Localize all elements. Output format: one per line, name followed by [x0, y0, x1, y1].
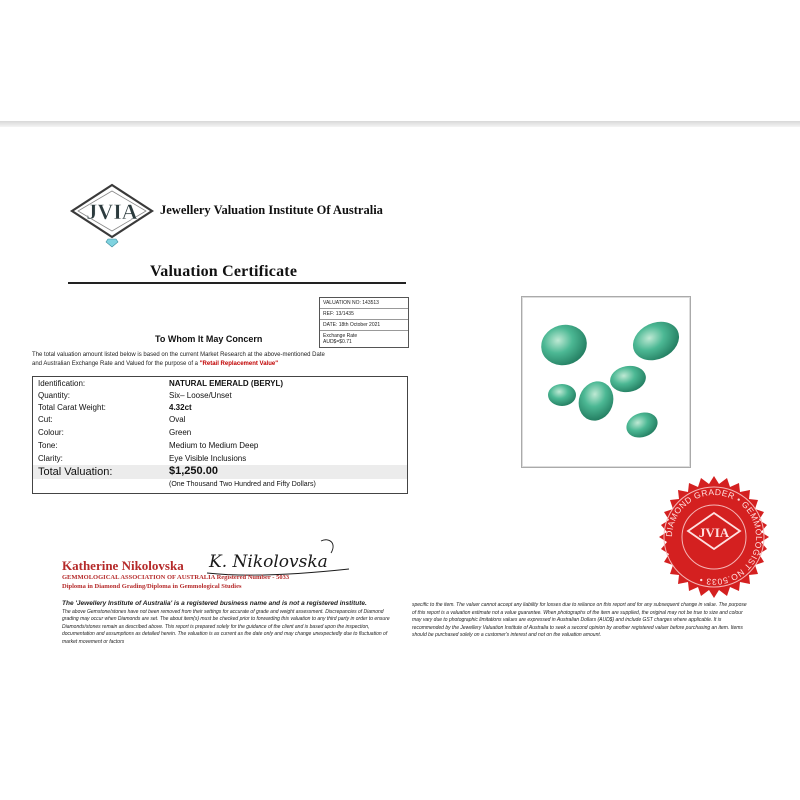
- signatory-name: Katherine Nikolovska: [62, 558, 184, 573]
- detail-label: Cut:: [38, 415, 53, 424]
- signatory-association: GEMMOLOGICAL ASSOCIATION OF AUSTRALIA Registered Number - 5033: [62, 574, 290, 581]
- institute-name: Jewellery Valuation Institute Of Australia: [160, 203, 383, 217]
- gemmologist-seal: [652, 475, 776, 599]
- detail-label: Clarity:: [38, 454, 63, 463]
- detail-label: Colour:: [38, 428, 64, 437]
- disclaimer-lead: The 'Jewellery Institute of Australia' is a registered business name and is not a registered institute.: [62, 600, 367, 607]
- detail-row: [33, 414, 407, 426]
- disclaimer-left-text: The above Gemstone/stones have not been removed from their settings for accurate of grade and weight assessment. Discrepancies of Diamond grading may occur when Diamonds are set. The about item(s) must be checked prior to forwarding this valuation to any third party in order to ensure Diamonds/stones remain as described above. This report is prepared solely for the guidance of the client and is based upon the inspection, documentation and assumptions as detailed herein. The valuation is as current as the date only and may change unexpectedly due to fluctuation of market movement or factors: [62, 608, 390, 645]
- seal-ring-text: DIAMOND GRADER • GEMMOLOGIST NO.5033 •: [663, 486, 765, 588]
- signatory-diploma: Diploma in Diamond Grading/Diploma in Gemmological Studies: [62, 583, 242, 590]
- greeting: To Whom It May Concern: [155, 334, 263, 344]
- detail-row: [33, 378, 407, 390]
- top-edge-shadow: [0, 121, 800, 127]
- emerald-stones-image: [522, 297, 690, 467]
- detail-row: [33, 440, 407, 452]
- intro-line-1: The total valuation amount listed below is based on the current Market Research at the above-mentioned Date: [32, 352, 325, 358]
- disclaimer-right: specific to the item. The valuer cannot accept any liability for losses due to reliance on this report and for any subsequent change in value. The purpose of this report is a valuation estimate not a value guarantee. When photographs of the item are supplied, the original may not be true to size and colour may vary due to photographic limitations values are expressed in Australian Dollars (AUD$) and include GST charges where applicable. It is recommended by the Jewellery Valuation Institute of Australia to seek a second opinion by another registered valuer before purchasing an item. Items should be purchased solely on a customer's interest and not on the valuation amount.: [412, 602, 747, 639]
- detail-label: Total Carat Weight:: [38, 403, 106, 412]
- exchange-rate: [320, 331, 408, 347]
- detail-row: [33, 427, 407, 439]
- reference-number: REF: 13/1435: [320, 309, 408, 320]
- total-valuation-amount: $1,250.00: [169, 465, 218, 477]
- detail-value: 4.32ct: [169, 403, 192, 412]
- certificate-title: Valuation Certificate: [150, 263, 298, 280]
- detail-row: [33, 402, 407, 414]
- valuation-number: VALUATION NO: 143513: [320, 298, 408, 309]
- total-valuation-label: Total Valuation:: [38, 466, 113, 478]
- title-underline: [68, 282, 406, 284]
- detail-label: Tone:: [38, 441, 58, 450]
- valuation-date: DATE: 18th October 2021: [320, 320, 408, 331]
- detail-value: Eye Visible Inclusions: [169, 454, 247, 463]
- seal-center-text: JVIA: [698, 525, 730, 540]
- detail-label: Quantity:: [38, 391, 71, 400]
- disclaimer-left: [62, 600, 400, 647]
- intro-line-2: and Australian Exchange Rate and Valued for the purpose of a: [32, 361, 199, 367]
- jvia-logo: [68, 181, 156, 249]
- intro-paragraph: [32, 351, 412, 369]
- detail-value: Green: [169, 428, 192, 437]
- detail-label: Identification:: [38, 379, 86, 388]
- total-valuation-words: (One Thousand Two Hundred and Fifty Dollars): [169, 481, 316, 488]
- detail-row: [33, 390, 407, 402]
- signature-text: K. Nikolovska: [209, 552, 328, 572]
- detail-value: Medium to Medium Deep: [169, 441, 259, 450]
- exchange-rate-label: Exchange Rate: [323, 333, 358, 339]
- detail-value: NATURAL EMERALD (BERYL): [169, 379, 284, 388]
- logo-text: JVIA: [86, 199, 138, 224]
- detail-value: Six– Loose/Unset: [169, 391, 232, 400]
- retail-replacement-value: "Retail Replacement Value": [199, 361, 279, 367]
- gemstone-photo: [521, 296, 691, 468]
- detail-row: [33, 453, 407, 465]
- detail-value: Oval: [169, 415, 186, 424]
- exchange-rate-value: AUD$=$0.71: [323, 339, 352, 345]
- valuation-table: [32, 376, 408, 494]
- reference-box: [319, 297, 409, 348]
